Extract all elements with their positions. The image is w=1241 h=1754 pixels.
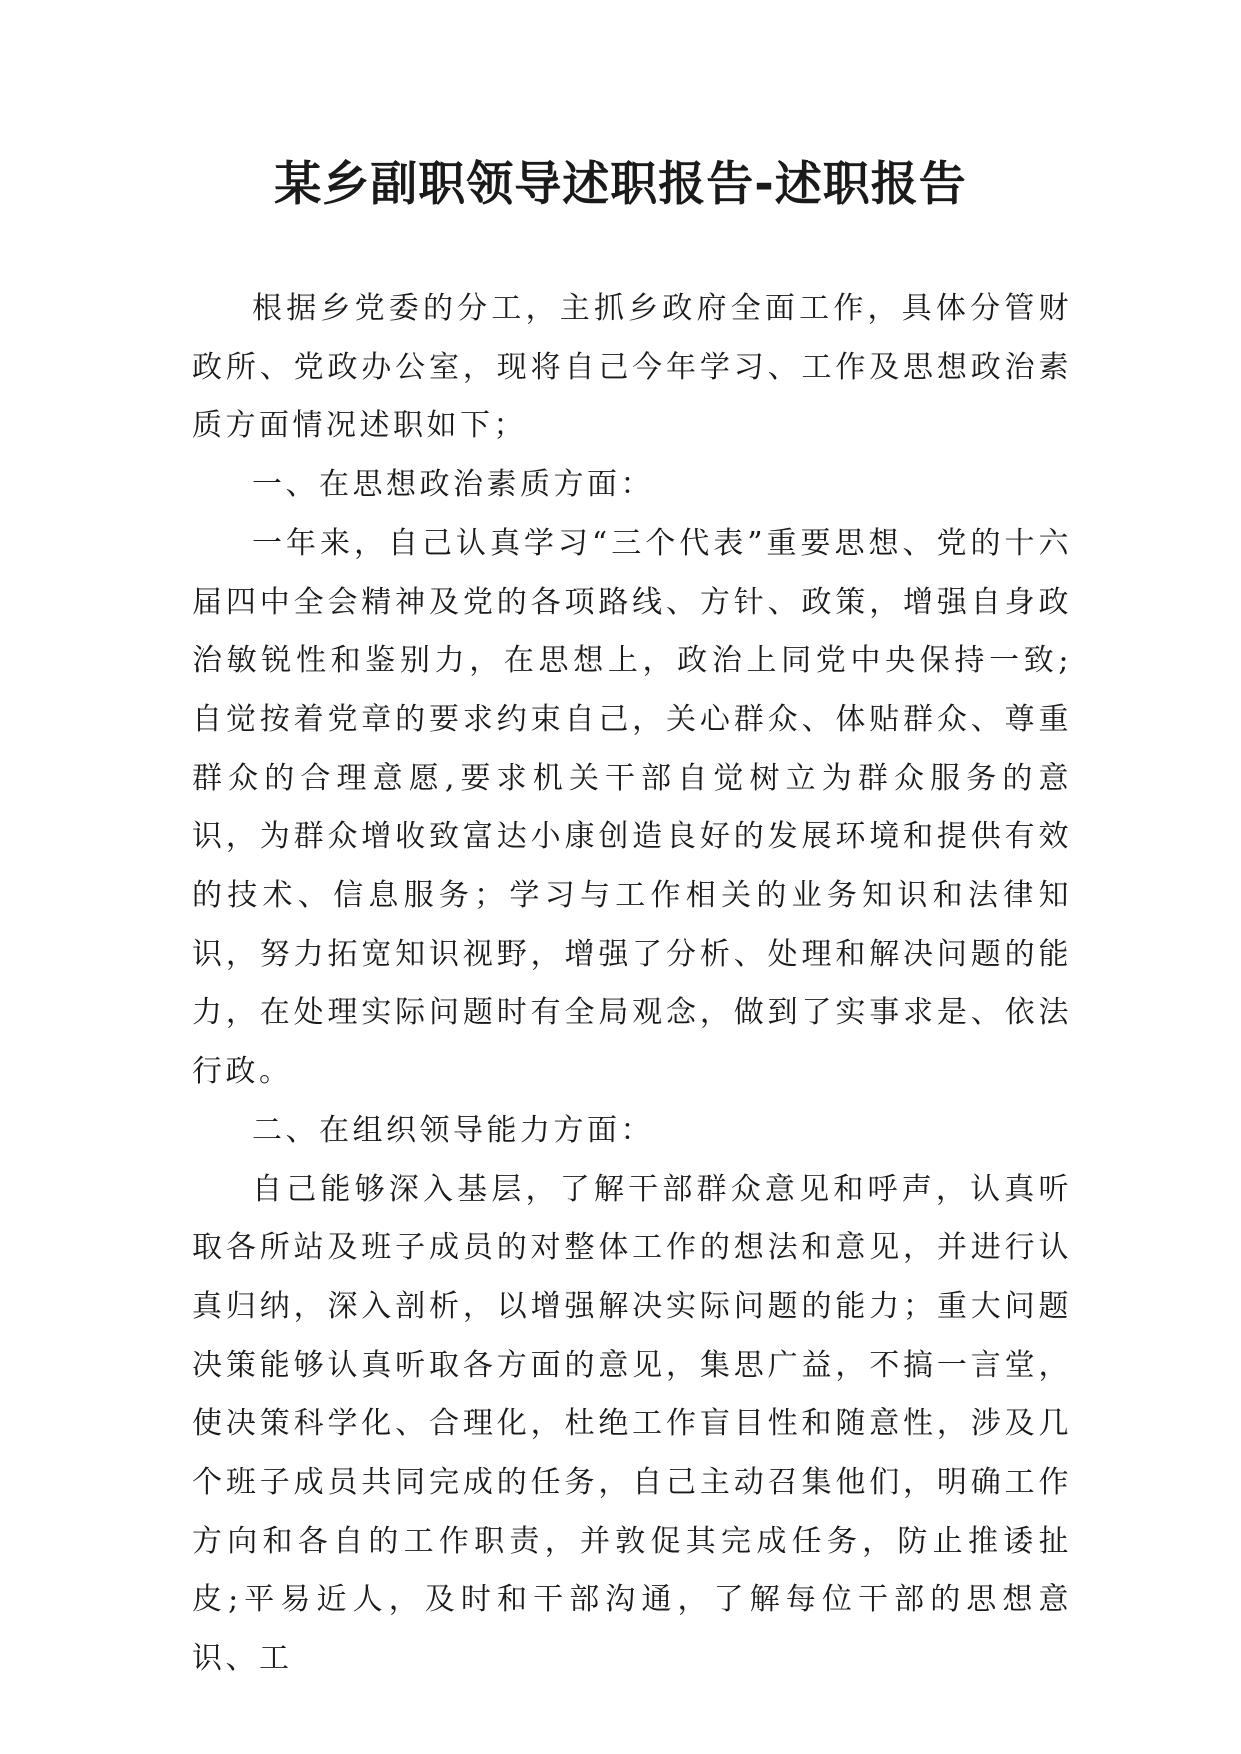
paragraph-ideology: 一年来，自己认真学习“三个代表”重要思想、党的十六届四中全会精神及党的各项路线、方针、政策，增强自身政治敏锐性和鉴别力，在思想上，政治上同党中央保持一致;自觉按着党章的要求约束自己，关心群众、体贴群众、尊重群众的合理意愿,要求机关干部自觉树立为群众服务的意识，为群众增收致富达小康创造良好的发展环境和提供有效的技术、信息服务；学习与工作相关的业务知识和法律知识，努力拓宽知识视野，增强了分析、处理和解决问题的能力，在处理实际问题时有全局观念，做到了实事求是、依法行政。 [192,525,1072,1090]
paragraph-intro: 根据乡党委的分工，主抓乡政府全面工作，具体分管财政所、党政办公室，现将自己今年学习、工作及思想政治素质方面情况述职如下； [192,291,1072,444]
section-heading-leadership: 二、在组织领导能力方面： [252,1112,654,1148]
document-body [192,280,1072,1689]
section-heading-ideology: 一、在思想政治素质方面： [252,467,654,503]
paragraph-leadership: 自己能够深入基层，了解干部群众意见和呼声，认真听取各所站及班子成员的对整体工作的想法和意见，并进行认真归纳，深入剖析，以增强解决实际问题的能力；重大问题决策能够认真听取各方面的意见，集思广益，不搞一言堂，使决策科学化、合理化，杜绝工作盲目性和随意性，涉及几个班子成员共同完成的任务，自己主动召集他们，明确工作方向和各自的工作职责，并敦促其完成任务，防止推诿扯皮;平易近人，及时和干部沟通，了解每位干部的思想意识、工 [192,1171,1072,1677]
document-title: 某乡副职领导述职报告-述职报告 [274,157,967,212]
